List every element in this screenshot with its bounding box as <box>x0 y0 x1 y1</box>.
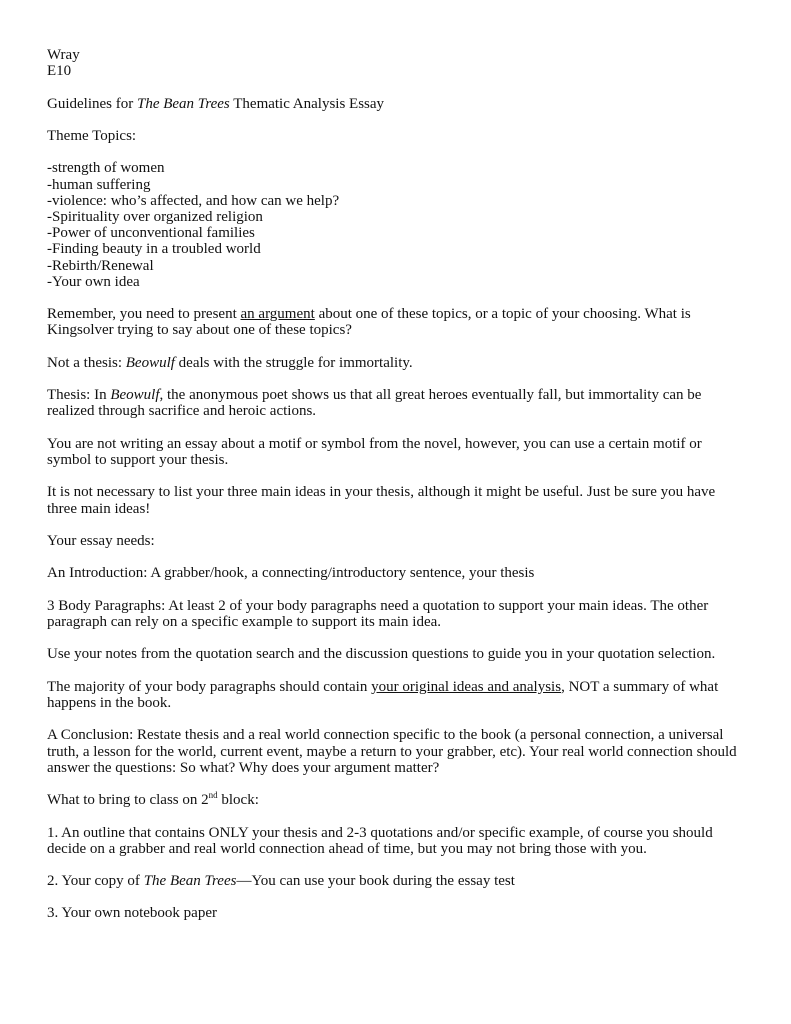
item2-book: The Bean Trees <box>143 873 237 890</box>
list-item: -Spirituality over organized religion <box>47 208 263 225</box>
remember-pre: Remember, you need to present <box>47 306 241 323</box>
thesis-pre: Thesis: In <box>47 387 111 404</box>
bring-post: block: <box>217 792 259 809</box>
motif-paragraph: You are not writing an essay about a motif or symbol from the novel, however, you can use a certain motif or symbol to support your thesis. <box>47 435 702 468</box>
list-item: -Your own idea <box>47 273 140 290</box>
bring-item-2 <box>47 873 747 889</box>
majority-pre: The majority of your body paragraphs should contain <box>47 678 372 695</box>
thesis-paragraph <box>47 387 747 419</box>
bring-pre: What to bring to class on 2 <box>47 792 209 809</box>
remember-post: about one of these topics, or a topic of your choosing. What is Kingsolver trying to say about one of these topics? <box>47 306 691 339</box>
list-item: -human suffering <box>47 176 151 193</box>
document-title <box>47 96 747 112</box>
bring-item-1: 1. An outline that contains ONLY your thesis and 2-3 quotations and/or specific example, of course you should decide on a grabber and real world connection ahead of time, but you may not bring those with you. <box>47 824 713 857</box>
thesis-book: Beowulf <box>110 387 160 404</box>
list-item: -Finding beauty in a troubled world <box>47 241 261 258</box>
not-thesis-book: Beowulf <box>125 354 175 371</box>
conclusion-paragraph: A Conclusion: Restate thesis and a real world connection specific to the book (a personal connection, a universal truth, a lesson for the world, current event, maybe a return to your grabber, etc). Your real world connection should answer the questions: So what? Why does your argument matter? <box>47 727 737 776</box>
theme-topics-heading: Theme Topics: <box>47 127 137 144</box>
majority-underlined: your original ideas and analysis <box>371 678 562 695</box>
item2-post: —You can use your book during the essay test <box>236 873 515 890</box>
item2-pre: 2. Your copy of <box>47 873 144 890</box>
title-book: The Bean Trees <box>136 95 230 112</box>
not-thesis-paragraph <box>47 355 747 371</box>
bring-item-3: 3. Your own notebook paper <box>47 905 217 922</box>
list-item: -Rebirth/Renewal <box>47 257 154 274</box>
title-prefix: Guidelines for <box>47 95 137 112</box>
not-thesis-pre: Not a thesis: <box>47 354 126 371</box>
list-item: -Power of unconventional families <box>47 225 255 242</box>
notes-paragraph: Use your notes from the quotation search and the discussion questions to guide you in your quotation selection. <box>47 646 716 663</box>
majority-post: , NOT a summary of what happens in the book. <box>47 678 719 711</box>
document-page <box>47 47 747 938</box>
body-paragraphs-paragraph: 3 Body Paragraphs: At least 2 of your body paragraphs need a quotation to support your main ideas. The other paragraph can rely on a specific example to support its main idea. <box>47 597 709 630</box>
introduction-paragraph: An Introduction: A grabber/hook, a connecting/introductory sentence, your thesis <box>47 565 535 582</box>
main-ideas-paragraph: It is not necessary to list your three main ideas in your thesis, although it might be useful. Just be sure you have three main ideas! <box>47 484 716 517</box>
list-item: -strength of women <box>47 160 165 177</box>
bring-sup: nd <box>208 790 218 801</box>
thesis-post: , the anonymous poet shows us that all great heroes eventually fall, but immortality can be realized through sacrifice and heroic actions. <box>47 387 702 420</box>
majority-paragraph <box>47 679 747 711</box>
list-item: -violence: who’s affected, and how can we help? <box>47 192 340 209</box>
class-name: E10 <box>47 63 72 80</box>
bring-heading <box>47 792 747 808</box>
argument-underlined: an argument <box>240 306 315 323</box>
essay-needs-heading: Your essay needs: <box>47 532 155 549</box>
remember-paragraph <box>47 306 747 338</box>
title-suffix: Thematic Analysis Essay <box>229 95 385 112</box>
author-name: Wray <box>47 47 80 63</box>
theme-topics-list <box>47 160 747 290</box>
not-thesis-post: deals with the struggle for immortality. <box>174 354 413 371</box>
